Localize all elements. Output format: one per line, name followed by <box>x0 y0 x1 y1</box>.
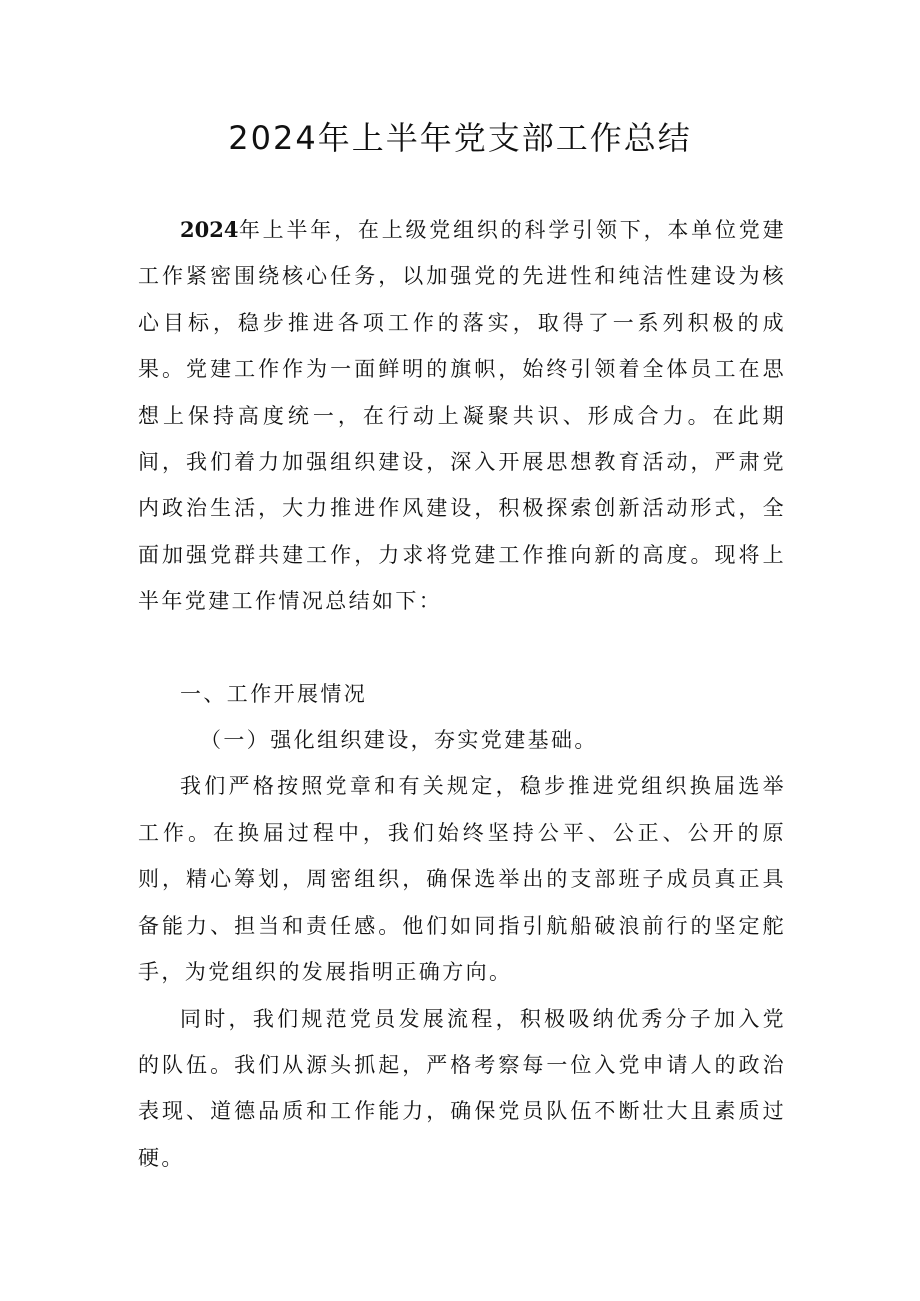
subsection-heading: （一）强化组织建设，夯实党建基础。 <box>200 728 598 753</box>
body-paragraph-2: 同时，我们规范党员发展流程，积极吸纳优秀分子加入党的队伍。我们从源头抓起，严格考察每一位入党申请人的政治表现、道德品质和工作能力，确保党员队伍不断壮大且素质过硬。 <box>138 1006 786 1170</box>
section-heading: 一、工作开展情况 <box>180 681 368 706</box>
body-paragraph-1: 我们严格按照党章和有关规定，稳步推进党组织换届选举工作。在换届过程中，我们始终坚持公平、公正、公开的原则，精心筹划，周密组织，确保选举出的支部班子成员真正具备能力、担当和责任感。他们如同指引航船破浪前行的坚定舵手，为党组织的发展指明正确方向。 <box>138 774 786 985</box>
intro-year: 2024 <box>180 217 239 242</box>
intro-paragraph <box>138 207 786 625</box>
intro-text: 年上半年，在上级党组织的科学引领下，本单位党建工作紧密围绕核心任务，以加强党的先进性和纯洁性建设为核心目标，稳步推进各项工作的落实，取得了一系列积极的成果。党建工作作为一面鲜明的旗帜，始终引领着全体员工在思想上保持高度统一，在行动上凝聚共识、形成合力。在此期间，我们着力加强组织建设，深入开展思想教育活动，严肃党内政治生活，大力推进作风建设，积极探索创新活动形式，全面加强党群共建工作，力求将党建工作推向新的高度。现将上半年党建工作情况总结如下： <box>138 218 786 614</box>
document-title: 2024年上半年党支部工作总结 <box>228 119 692 157</box>
section-spacer <box>138 625 786 671</box>
document-body <box>138 207 786 1181</box>
